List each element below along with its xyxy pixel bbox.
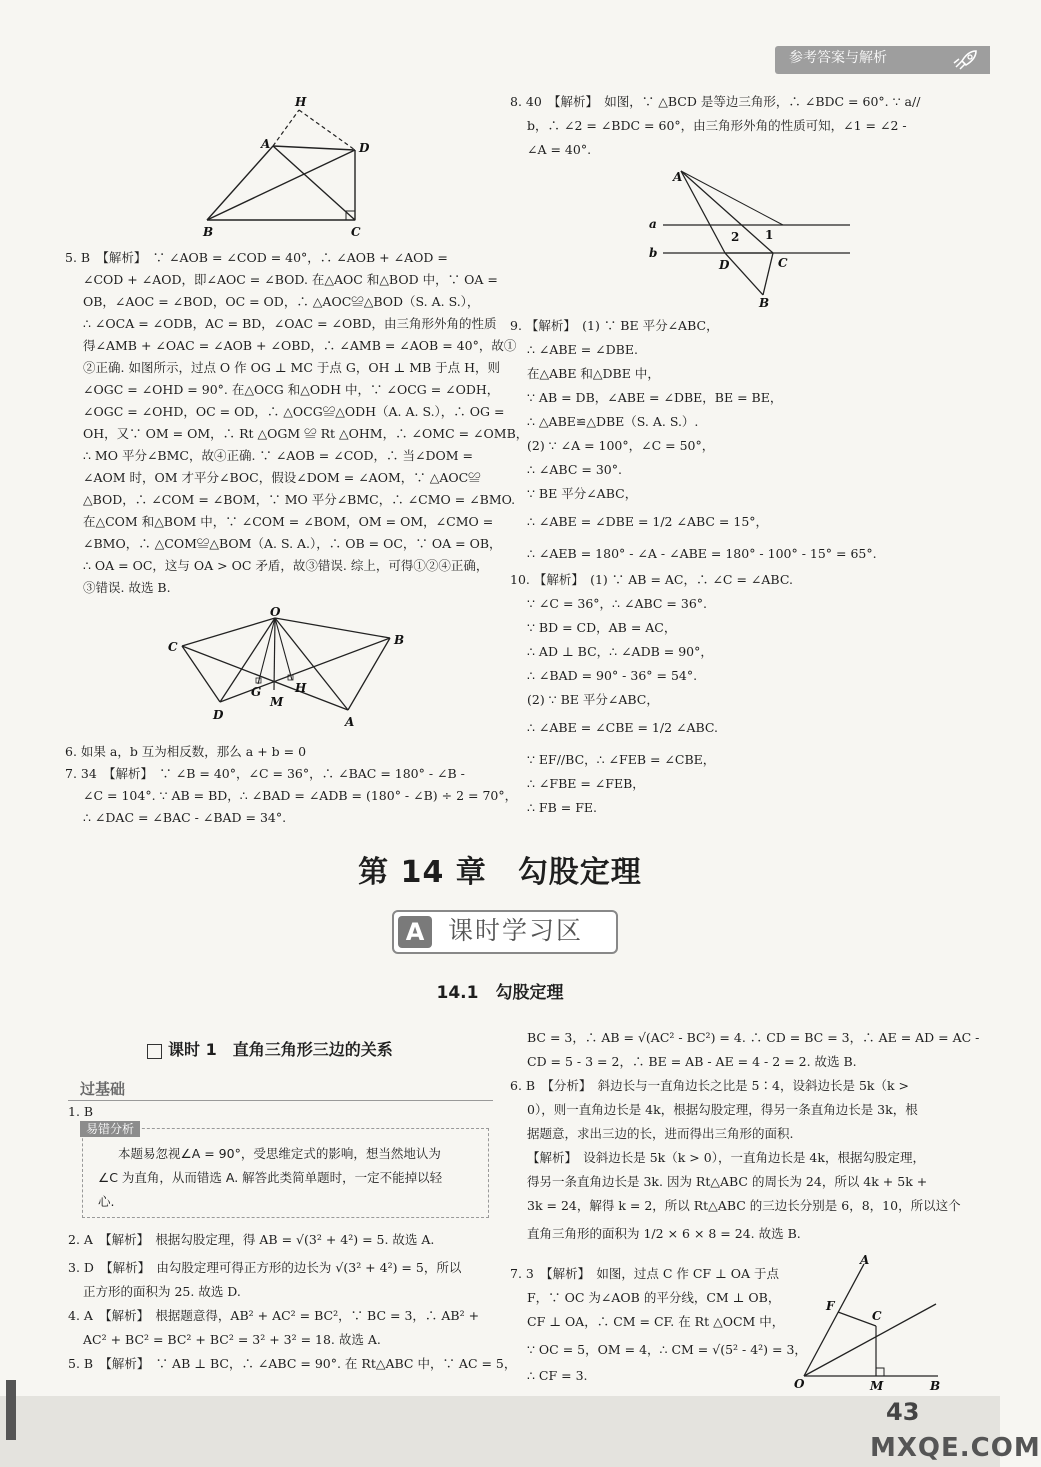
text-line: (2) ∵ BE 平分∠ABC， [527, 692, 659, 707]
text-line: ∴ ∠FBE = ∠FEB， [527, 776, 645, 791]
text-line: ∠A = 40°. [527, 142, 592, 157]
text-line: ∴ ∠DAC = ∠BAC - ∠BAD = 34°. [83, 810, 287, 825]
fig2-label: A [345, 715, 355, 729]
header-tab [775, 46, 990, 74]
text-line: ∴ ∠ABE = ∠CBE = 1/2 ∠ABC. [527, 720, 719, 735]
fig3-label: a [649, 217, 657, 231]
fig3-label: 1 [765, 228, 774, 242]
text-line: F，∵ OC 为∠AOB 的平分线，CM ⊥ OB， [527, 1290, 781, 1305]
figure-angle-bisector [790, 1252, 950, 1392]
text-line: 6. B 【分析】 斜边长与一直角边长之比是 5∶4，设斜边长是 5k（k > [510, 1078, 909, 1093]
text-line: 7. 34 【解析】 ∵ ∠B = 40°，∠C = 36°，∴ ∠BAC = 180° - ∠B - [65, 766, 465, 781]
text-line: △BOD，∴ ∠COM = ∠BOM，∵ MO 平分∠BMC，∴ ∠CMO = ∠BMO. [83, 492, 516, 507]
fig1-label: H [295, 95, 307, 109]
text-line: 9. 【解析】 (1) ∵ BE 平分∠ABC， [510, 318, 719, 333]
text-line: ∵ ∠C = 36°，∴ ∠ABC = 36°. [527, 596, 707, 611]
text-line: 6. 如果 a，b 互为相反数，那么 a + b = 0 [65, 744, 307, 759]
tips-line: 心. [98, 1194, 115, 1209]
text-line: ∠OGC = ∠OHD，OC = OD，∴ △OCG≌△ODH（A. A. S.），∴ OG = [83, 404, 505, 419]
text-line: 5. B 【解析】 ∵ AB ⊥ BC，∴ ∠ABC = 90°. 在 Rt△ABC 中，∵ AC = 5， [68, 1356, 517, 1371]
text-line: CF ⊥ OA，∴ CM = CF. 在 Rt △OCM 中， [527, 1314, 785, 1329]
text-line: b，∴ ∠2 = ∠BDC = 60°，由三角形外角的性质可知，∠1 = ∠2 - [527, 118, 907, 133]
text-line: AC² + BC² = BC² + BC² = 3² + 3² = 18. 故选 A. [83, 1332, 381, 1347]
fig2-label: O [270, 605, 281, 619]
fig4-label: M [870, 1379, 884, 1393]
fig3-label: B [759, 296, 770, 310]
header-tab-label: 参考答案与解析 [789, 50, 887, 66]
text-line: 1. B [68, 1104, 94, 1119]
text-line: 在△COM 和△BOM 中，∵ ∠COM = ∠BOM，OM = OM，∠CMO = [83, 514, 494, 529]
lesson-flag-icon [147, 1044, 162, 1059]
text-line: ∠C = 104°. ∵ AB = BD，∴ ∠BAD = ∠ADB = (180° - ∠B) ÷ 2 = 70°， [83, 788, 518, 803]
binding-edge [6, 1380, 16, 1440]
text-line: ∴ AD ⊥ BC，∴ ∠ADB = 90°， [527, 644, 713, 659]
text-line: ∠BMO，∴ △COM≌△BOM（A. S. A.），∴ OB = OC，∵ OA = OB， [83, 536, 502, 551]
text-line: 直角三角形的面积为 1/2 × 6 × 8 = 24. 故选 B. [527, 1226, 801, 1241]
fig1-label: B [203, 225, 214, 239]
text-line: BC = 3，∴ AB = √(AC² - BC²) = 4. ∴ CD = BC = 3，∴ AE = AD = AC - [527, 1030, 980, 1045]
text-line: 4. A 【解析】 根据题意得，AB² + AC² = BC²，∵ BC = 3，∴ AB² + [68, 1308, 480, 1323]
text-line: 得另一条直角边长是 3k. 因为 Rt△ABC 的周长为 24，所以 4k + 5k + [527, 1174, 928, 1189]
zone-letter-badge: A [398, 916, 432, 948]
text-line: ∵ BE 平分∠ABC， [527, 486, 638, 501]
figure-quadrilateral-h [195, 92, 375, 242]
fig2-label: M [270, 695, 284, 709]
text-line: ∠AOM 时，OM 才平分∠BOC，假设∠DOM = ∠AOM，∵ △AOC≌ [83, 470, 481, 485]
fig1-label: C [351, 225, 361, 239]
fig1-label: D [359, 141, 370, 155]
text-line: ∴ ∠ABE = ∠DBE = 1/2 ∠ABC = 15°， [527, 514, 769, 529]
text-line: 5. B 【解析】 ∵ ∠AOB = ∠COD = 40°，∴ ∠AOB + ∠AOD = [65, 250, 448, 265]
basics-label: 过基础 [80, 1080, 126, 1098]
text-line: OH，又∵ OM = OM，∴ Rt △OGM ≌ Rt △OHM，∴ ∠OMC = ∠OMB， [83, 426, 529, 441]
text-line: ∠OGC = ∠OHD = 90°. 在△OCG 和△ODH 中，∵ ∠OCG = ∠ODH， [83, 382, 500, 397]
text-line: ②正确. 如图所示，过点 O 作 OG ⊥ MC 于点 G，OH ⊥ MB 于点 H，则 [83, 360, 501, 375]
text-line: ∴ CF = 3. [527, 1368, 588, 1383]
watermark-text: MXQE.COM [870, 1433, 1041, 1463]
zone-label: 课时学习区 [448, 916, 584, 945]
fig3-label: D [719, 258, 730, 272]
fig2-label: G [251, 685, 262, 699]
text-line: CD = 5 - 3 = 2，∴ BE = AB - AE = 4 - 2 = 2. 故选 B. [527, 1054, 857, 1069]
text-line: ∵ EF//BC，∴ ∠FEB = ∠CBE， [527, 752, 716, 767]
fig2-label: C [168, 640, 178, 654]
lesson-title: 课时 1 直角三角形三边的关系 [168, 1040, 393, 1059]
text-line: OB，∠AOC = ∠BOD，OC = OD，∴ △AOC≌△BOD（S. A. S.）， [83, 294, 480, 309]
text-line: ③错误. 故选 B. [83, 580, 171, 595]
text-line: 10. 【解析】 (1) ∵ AB = AC，∴ ∠C = ∠ABC. [510, 572, 793, 587]
fig2-label: H [295, 681, 307, 695]
fig3-label: A [673, 170, 683, 184]
section-title: 14.1 勾股定理 [436, 983, 564, 1003]
text-line: 7. 3 【解析】 如图，过点 C 作 CF ⊥ OA 于点 [510, 1266, 780, 1281]
text-line: ∴ △ABE≌△DBE（S. A. S.）. [527, 414, 699, 429]
text-line: 在△ABE 和△DBE 中， [527, 366, 660, 381]
figure-rotated-triangles [160, 606, 410, 728]
fig4-label: B [930, 1379, 941, 1393]
fig3-label: C [778, 256, 788, 270]
fig4-label: O [794, 1377, 805, 1391]
text-line: 据题意，求出三边的长，进而得出三角形的面积. [527, 1126, 794, 1141]
zone-banner [392, 910, 618, 954]
text-line: ∴ OA = OC，这与 OA > OC 矛盾，故③错误. 综上，可得①②④正确， [83, 558, 489, 573]
text-line: 3k = 24，解得 k = 2，所以 Rt△ABC 的三边长分别是 6，8，10，所以这个 [527, 1198, 961, 1213]
fig4-label: A [860, 1253, 870, 1267]
text-line: ∵ BD = CD，AB = AC， [527, 620, 677, 635]
text-line: 3. D 【解析】 由勾股定理可得正方形的边长为 √(3² + 4²) = 5，所以 [68, 1260, 462, 1275]
text-line: (2) ∵ ∠A = 100°，∠C = 50°， [527, 438, 715, 453]
text-line: ∴ ∠BAD = 90° - 36° = 54°. [527, 668, 698, 683]
rocket-icon [952, 49, 978, 71]
text-line: 2. A 【解析】 根据勾股定理，得 AB = √(3² + 4²) = 5. 故选 A. [68, 1232, 435, 1247]
tips-line: ∠C 为直角，从而错选 A. 解答此类简单题时，一定不能掉以轻 [98, 1170, 443, 1185]
fig4-label: C [872, 1309, 882, 1323]
text-line: 正方形的面积为 25. 故选 D. [83, 1284, 241, 1299]
text-line: 【解析】 设斜边长是 5k（k > 0），一直角边长是 4k，根据勾股定理， [527, 1150, 925, 1165]
text-line: ∵ OC = 5，OM = 4，∴ CM = √(5² - 4²) = 3， [527, 1342, 807, 1357]
text-line: 0），则一直角边长是 4k，根据勾股定理，得另一条直角边长是 3k，根 [527, 1102, 918, 1117]
text-line: 8. 40 【解析】 如图，∵ △BCD 是等边三角形，∴ ∠BDC = 60°. ∵ a// [510, 94, 921, 109]
tips-label: 易错分析 [80, 1121, 140, 1137]
tips-line: 本题易忽视∠A = 90°，受思维定式的影响，想当然地认为 [118, 1146, 441, 1161]
text-line: ∴ MO 平分∠BMC，故④正确. ∵ ∠AOB = ∠COD，∴ 当∠DOM = [83, 448, 474, 463]
fig3-label: b [649, 246, 658, 260]
text-line: ∴ ∠ABE = ∠DBE. [527, 342, 638, 357]
text-line: ∴ ∠AEB = 180° - ∠A - ∠ABE = 180° - 100° - 15° = 65°. [527, 546, 877, 561]
fig2-label: B [394, 633, 405, 647]
basics-bar [68, 1082, 493, 1101]
chapter-title: 第 14 章 勾股定理 [358, 855, 642, 890]
fig4-label: F [826, 1299, 835, 1313]
text-line: ∴ ∠ABC = 30°. [527, 462, 622, 477]
fig1-label: A [261, 137, 271, 151]
fig2-label: D [213, 708, 224, 722]
figure-parallel-lines [645, 165, 855, 310]
page-number: 43 [886, 1398, 920, 1426]
text-line: 得∠AMB + ∠OAC = ∠AOB + ∠OBD，∴ ∠AMB = ∠AOB = 40°，故① [83, 338, 517, 353]
text-line: ∴ FB = FE. [527, 800, 597, 815]
text-line: ∠COD + ∠AOD，即∠AOC = ∠BOD. 在△AOC 和△BOD 中，∵ OA = [83, 272, 498, 287]
fig3-label: 2 [731, 230, 740, 244]
text-line: ∵ AB = DB，∠ABE = ∠DBE，BE = BE， [527, 390, 783, 405]
text-line: ∴ ∠OCA = ∠ODB，AC = BD，∠OAC = ∠OBD，由三角形外角的性质 [83, 316, 497, 331]
footer-band [0, 1396, 1000, 1467]
